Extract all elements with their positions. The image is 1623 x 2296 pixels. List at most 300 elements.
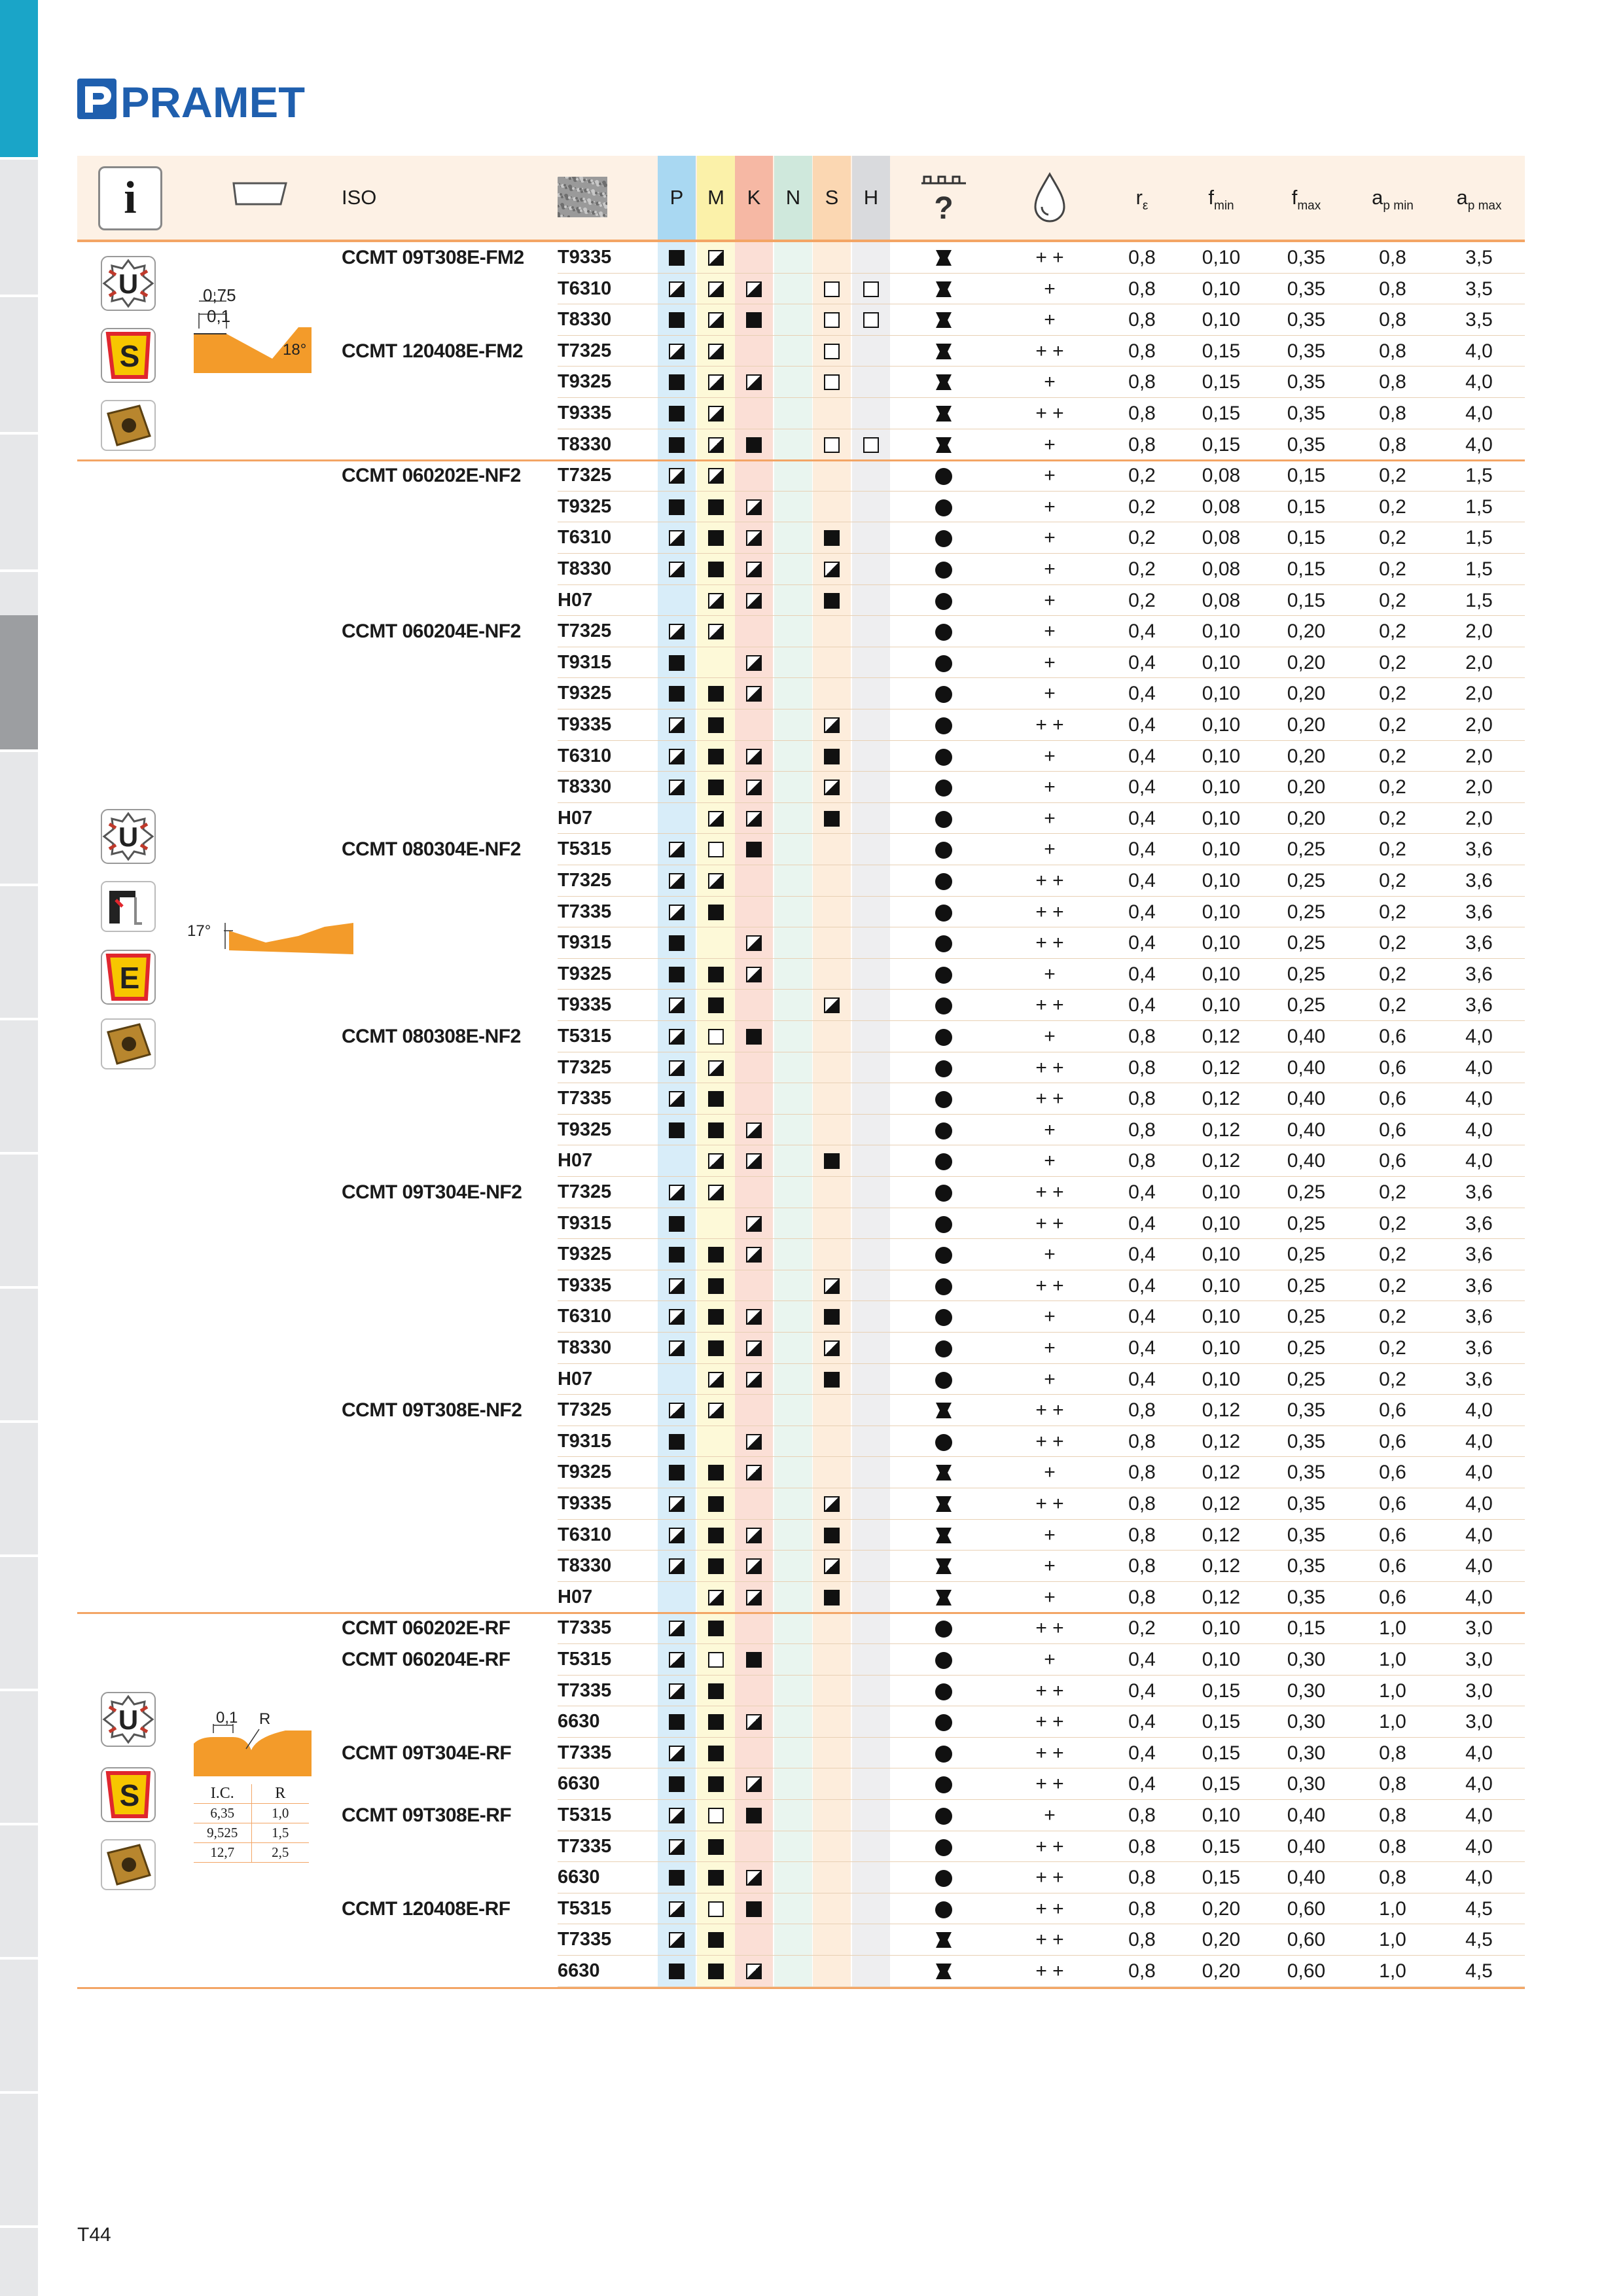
feed-min: 0,10: [1202, 994, 1241, 1016]
corner-radius: 0,4: [1128, 776, 1156, 798]
material-band: [774, 1270, 812, 1302]
feed-min: 0,12: [1202, 1586, 1241, 1608]
feed-min: 0,20: [1202, 1929, 1241, 1951]
feed-min: 0,10: [1202, 1368, 1241, 1390]
chipbreaker-round-icon: [935, 1746, 952, 1763]
suitability-M-primary: [708, 1621, 724, 1636]
material-band: [774, 1862, 812, 1893]
depth-min: 0,6: [1379, 1555, 1406, 1577]
side-tab: [0, 2091, 38, 2228]
corner-radius: 0,2: [1128, 465, 1156, 487]
depth-max: 3,0: [1465, 1617, 1493, 1640]
suitability-M-secondary: [708, 811, 724, 827]
suitability-K-secondary: [746, 1590, 762, 1605]
depth-max: 3,6: [1465, 870, 1493, 891]
suitability-P-secondary: [669, 1185, 685, 1200]
grade-code: 6630: [558, 1960, 600, 1981]
material-band: [813, 1177, 851, 1208]
suitability-M-secondary: [708, 468, 724, 484]
suitability-P-secondary: [669, 1309, 685, 1325]
material-band: [774, 274, 812, 305]
grade-texture-icon: [558, 177, 607, 217]
grade-code: T6310: [558, 278, 612, 299]
chipbreaker-double-icon: [935, 1931, 953, 1949]
material-band: [852, 1582, 890, 1613]
header-fmax: [1267, 156, 1346, 240]
depth-min: 0,8: [1379, 403, 1406, 424]
depth-min: 0,2: [1379, 620, 1406, 643]
table-row: [77, 647, 1525, 679]
feed-max: 0,40: [1287, 1867, 1326, 1889]
iso-code: CCMT 080304E-NF2: [342, 838, 521, 861]
chipbreaker-round-icon: [935, 749, 952, 766]
material-band: [852, 1520, 890, 1551]
grade-code: T7335: [558, 1088, 612, 1109]
material-band: [774, 1177, 812, 1208]
chipbreaker-double-icon: [935, 1526, 953, 1545]
feed-max: 0,35: [1287, 278, 1326, 300]
suitability-P-primary: [669, 1465, 685, 1480]
material-band: [774, 1145, 812, 1177]
chipbreaker-double-icon: [935, 404, 953, 423]
suitability-K-primary: [746, 437, 762, 453]
depth-min: 0,6: [1379, 1399, 1406, 1422]
coolant-rating: + +: [1035, 1867, 1064, 1889]
depth-min: 0,2: [1379, 776, 1406, 798]
feed-min: 0,10: [1202, 1244, 1241, 1266]
depth-max: 3,6: [1465, 838, 1493, 861]
corner-radius: 0,8: [1128, 1960, 1156, 1982]
table-row: [77, 959, 1525, 990]
radius-table: [194, 1784, 309, 1863]
depth-min: 0,6: [1379, 1119, 1406, 1141]
table-row: [77, 741, 1525, 772]
chipbreaker-double-icon: [935, 1962, 953, 1981]
suitability-M-secondary: [708, 624, 724, 639]
suitability-K-secondary: [746, 1340, 762, 1356]
table-row: [77, 1457, 1525, 1488]
iso-code: CCMT 060202E-NF2: [342, 465, 521, 487]
feed-max: 0,15: [1287, 465, 1326, 487]
material-band: [774, 1364, 812, 1395]
material-band: [697, 927, 735, 959]
depth-min: 0,8: [1379, 340, 1406, 362]
depth-min: 0,6: [1379, 1524, 1406, 1546]
material-band: [813, 1924, 851, 1956]
coolant-rating: +: [1044, 807, 1056, 829]
coolant-rating: +: [1044, 683, 1056, 705]
material-band: [813, 1768, 851, 1800]
suitability-M-primary: [708, 1746, 724, 1761]
suitability-K-secondary: [746, 1153, 762, 1169]
material-band: [813, 678, 851, 709]
depth-min: 0,6: [1379, 1430, 1406, 1452]
table-row: [77, 460, 1525, 492]
feed-max: 0,15: [1287, 558, 1326, 580]
corner-radius: 0,4: [1128, 1244, 1156, 1266]
material-band: [852, 1270, 890, 1302]
feed-max: 0,15: [1287, 495, 1326, 518]
suitability-S-primary: [824, 811, 840, 827]
coolant-rating: + +: [1035, 1960, 1064, 1982]
header-subscript: max: [1297, 199, 1321, 213]
grade-code: T7325: [558, 465, 612, 486]
feed-min: 0,10: [1202, 620, 1241, 643]
feed-min: 0,12: [1202, 1056, 1241, 1079]
table-row: [77, 242, 1525, 274]
suitability-S-secondary: [824, 997, 840, 1013]
grade-code: T8330: [558, 1337, 612, 1358]
material-band: [774, 990, 812, 1021]
chipbreaker-double-icon: [935, 1463, 953, 1482]
suitability-M-primary: [708, 499, 724, 515]
depth-max: 2,0: [1465, 714, 1493, 736]
depth-max: 3,5: [1465, 247, 1493, 268]
material-band: [852, 1239, 890, 1270]
suitability-P-primary: [669, 1247, 685, 1263]
suitability-M-secondary: [708, 406, 724, 422]
coolant-rating: +: [1044, 838, 1056, 861]
material-band: [852, 772, 890, 803]
table-row: [77, 1956, 1525, 1987]
chipbreaker-round-icon: [935, 1122, 952, 1139]
depth-min: 0,2: [1379, 807, 1406, 829]
material-band: [813, 1208, 851, 1240]
table-row: [77, 429, 1525, 461]
material-band: [852, 492, 890, 523]
material-band: [852, 1457, 890, 1488]
material-band: [735, 1831, 773, 1863]
corner-radius: 0,2: [1128, 589, 1156, 611]
header-material-S: [813, 156, 851, 240]
feed-min: 0,12: [1202, 1524, 1241, 1546]
corner-radius: 0,4: [1128, 651, 1156, 673]
corner-radius: 0,8: [1128, 1929, 1156, 1951]
depth-min: 1,0: [1379, 1679, 1406, 1702]
grade-code: T7325: [558, 1056, 612, 1078]
suitability-M-primary: [708, 1558, 724, 1574]
radius-table-header: R: [251, 1784, 310, 1803]
grade-code: T7325: [558, 340, 612, 361]
depth-min: 0,6: [1379, 1462, 1406, 1484]
group-divider: [77, 459, 1525, 461]
depth-max: 1,5: [1465, 527, 1493, 549]
rf-geometry-diagram: [187, 1711, 318, 1783]
chipbreaker-round-icon: [935, 997, 952, 1014]
chipbreaker-round-icon: [935, 905, 952, 922]
material-band: [852, 1426, 890, 1458]
table-row: [77, 1270, 1525, 1302]
material-band: [774, 1706, 812, 1738]
material-band: [774, 647, 812, 679]
material-band: [774, 1052, 812, 1084]
svg-text:?: ?: [934, 191, 954, 224]
grade-code: T9315: [558, 651, 612, 673]
chipbreaker-double-icon: [935, 1557, 953, 1575]
coolant-rating: + +: [1035, 932, 1064, 954]
material-band: [735, 1924, 773, 1956]
suitability-M-primary: [708, 1932, 724, 1948]
table-row: [77, 554, 1525, 585]
depth-min: 0,2: [1379, 932, 1406, 954]
material-band: [774, 554, 812, 585]
suitability-M-secondary: [708, 873, 724, 889]
feed-max: 0,35: [1287, 403, 1326, 424]
grade-code: T6310: [558, 745, 612, 766]
feed-max: 0,15: [1287, 1617, 1326, 1640]
geometry-dimension-land: 0,75: [203, 285, 236, 305]
suitability-M-secondary: [708, 281, 724, 297]
grade-code: T7335: [558, 901, 612, 922]
feed-max: 0,25: [1287, 1306, 1326, 1328]
feed-max: 0,25: [1287, 1337, 1326, 1359]
feed-max: 0,40: [1287, 1026, 1326, 1047]
suitability-M-primary: [708, 1776, 724, 1792]
feed-max: 0,40: [1287, 1119, 1326, 1141]
material-band: [852, 1676, 890, 1707]
header-re: [1103, 156, 1181, 240]
radius-table-row: [194, 1784, 309, 1804]
material-band: [697, 1426, 735, 1458]
material-band: [774, 1738, 812, 1769]
material-band: [852, 1768, 890, 1800]
nf2-geometry-diagram: [187, 916, 357, 962]
feed-min: 0,12: [1202, 1430, 1241, 1452]
depth-max: 3,6: [1465, 1337, 1493, 1359]
suitability-M-primary: [708, 1465, 724, 1480]
depth-max: 3,6: [1465, 1274, 1493, 1297]
material-band: [774, 492, 812, 523]
feed-max: 0,35: [1287, 433, 1326, 456]
suitability-M-primary: [708, 1278, 724, 1294]
material-band: [735, 616, 773, 647]
material-band: [852, 1800, 890, 1831]
grade-code: T9325: [558, 1462, 612, 1483]
feed-min: 0,10: [1202, 309, 1241, 331]
suitability-K-secondary: [746, 1776, 762, 1792]
table-row: [77, 1862, 1525, 1893]
svg-text:U: U: [118, 268, 139, 299]
coolant-rating: +: [1044, 1306, 1056, 1328]
suitability-K-secondary: [746, 1372, 762, 1388]
material-band: [852, 522, 890, 554]
suitability-K-secondary: [746, 655, 762, 671]
header-symbol: f: [1208, 186, 1214, 209]
coolant-rating: + +: [1035, 247, 1064, 268]
suitability-P-secondary: [669, 468, 685, 484]
material-band: [813, 1239, 851, 1270]
depth-min: 0,8: [1379, 371, 1406, 393]
suitability-M-secondary: [708, 593, 724, 609]
chipbreaker-double-icon: [935, 311, 953, 329]
grade-code: T9315: [558, 932, 612, 954]
side-tab: [0, 749, 38, 886]
suitability-K-secondary: [746, 1558, 762, 1574]
feed-max: 0,20: [1287, 776, 1326, 798]
material-band: [813, 1083, 851, 1115]
feed-min: 0,10: [1202, 963, 1241, 985]
feed-max: 0,25: [1287, 1181, 1326, 1203]
table-row: [77, 1582, 1525, 1613]
table-row: [77, 1893, 1525, 1925]
depth-max: 4,0: [1465, 1867, 1493, 1889]
corner-radius: 0,8: [1128, 278, 1156, 300]
side-tab: [0, 1420, 38, 1557]
grade-code: T9325: [558, 683, 612, 704]
material-band: [735, 1676, 773, 1707]
material-band: [813, 897, 851, 928]
suitability-P-secondary: [669, 780, 685, 795]
suitability-K-secondary: [746, 1964, 762, 1979]
corner-radius: 0,8: [1128, 1150, 1156, 1172]
chipbreaker-round-icon: [935, 1153, 952, 1170]
suitability-S-occasional: [824, 437, 840, 453]
header-apmax: [1440, 156, 1518, 240]
suitability-P-secondary: [669, 530, 685, 546]
depth-min: 0,8: [1379, 1742, 1406, 1764]
material-band: [735, 242, 773, 274]
suitability-M-primary: [708, 530, 724, 546]
suitability-M-secondary: [708, 1060, 724, 1076]
pramet-logo: [77, 73, 306, 124]
material-band: [774, 741, 812, 772]
coolant-rating: +: [1044, 278, 1056, 300]
radius-table-row: [194, 1843, 309, 1863]
grade-code: 6630: [558, 1773, 600, 1795]
coolant-rating: +: [1044, 465, 1056, 487]
info-icon: i: [98, 166, 162, 230]
iso-code: CCMT 09T304E-NF2: [342, 1181, 522, 1203]
feed-max: 0,40: [1287, 1150, 1326, 1172]
suitability-M-primary: [708, 1528, 724, 1543]
table-row: [77, 1520, 1525, 1551]
depth-min: 1,0: [1379, 1649, 1406, 1670]
coolant-rating: +: [1044, 1524, 1056, 1546]
feed-max: 0,35: [1287, 1555, 1326, 1577]
side-tab: [0, 1286, 38, 1423]
corner-radius: 0,4: [1128, 838, 1156, 861]
corner-radius: 0,4: [1128, 745, 1156, 767]
feed-max: 0,25: [1287, 1274, 1326, 1297]
grade-code: T7335: [558, 1929, 612, 1950]
corner-radius: 0,8: [1128, 1835, 1156, 1857]
cutting-insert-table: [77, 156, 1525, 1989]
suitability-M-secondary: [708, 437, 724, 453]
coolant-rating: + +: [1035, 1711, 1064, 1733]
depth-min: 0,2: [1379, 495, 1406, 518]
suitability-S-secondary: [824, 717, 840, 733]
suitability-M-primary: [708, 905, 724, 920]
side-tab: [0, 1152, 38, 1289]
suitability-M-primary: [708, 1309, 724, 1325]
material-band: [813, 1395, 851, 1426]
feed-max: 0,15: [1287, 527, 1326, 549]
suitability-K-secondary: [746, 374, 762, 390]
feed-min: 0,15: [1202, 403, 1241, 424]
suitability-P-secondary: [669, 1808, 685, 1823]
material-band: [813, 1676, 851, 1707]
depth-min: 0,2: [1379, 1306, 1406, 1328]
table-row: [77, 522, 1525, 554]
grade-code: T6310: [558, 1524, 612, 1545]
feed-min: 0,12: [1202, 1150, 1241, 1172]
material-band: [774, 1395, 812, 1426]
material-band: [852, 927, 890, 959]
suitability-S-secondary: [824, 1496, 840, 1512]
suitability-K-secondary: [746, 686, 762, 702]
corner-radius: 0,8: [1128, 1430, 1156, 1452]
table-row: [77, 1177, 1525, 1208]
material-band: [852, 1738, 890, 1769]
header-subscript: min: [1214, 199, 1234, 213]
depth-max: 2,0: [1465, 683, 1493, 705]
coolant-rating: + +: [1035, 403, 1064, 424]
table-row: [77, 585, 1525, 617]
suitability-P-primary: [669, 374, 685, 390]
suitability-S-secondary: [824, 1278, 840, 1294]
group-divider: [77, 1612, 1525, 1614]
coolant-rating: +: [1044, 309, 1056, 331]
grade-code: T9325: [558, 1244, 612, 1265]
material-band: [774, 1893, 812, 1925]
material-band: [813, 492, 851, 523]
material-band: [735, 865, 773, 897]
suitability-K-secondary: [746, 1247, 762, 1263]
feed-min: 0,10: [1202, 683, 1241, 705]
feed-max: 0,25: [1287, 932, 1326, 954]
feed-min: 0,10: [1202, 651, 1241, 673]
depth-min: 1,0: [1379, 1960, 1406, 1982]
side-tab: [0, 884, 38, 1020]
suitability-P-primary: [669, 935, 685, 951]
chipbreaker-round-icon: [935, 1434, 952, 1451]
depth-max: 3,6: [1465, 1306, 1493, 1328]
grade-code: H07: [558, 1368, 593, 1390]
radius-table-header: I.C.: [210, 1785, 234, 1803]
universal-application-icon: [100, 1691, 156, 1748]
material-band: [852, 1613, 890, 1644]
feed-max: 0,25: [1287, 963, 1326, 985]
feed-max: 0,30: [1287, 1679, 1326, 1702]
iso-code: CCMT 060204E-NF2: [342, 620, 521, 643]
header-material-M: [697, 156, 735, 240]
depth-max: 1,5: [1465, 558, 1493, 580]
chipbreaker-round-icon: [935, 1839, 952, 1856]
material-band: [774, 1021, 812, 1052]
grade-code: 6630: [558, 1867, 600, 1888]
feed-max: 0,30: [1287, 1711, 1326, 1733]
coolant-rating: + +: [1035, 340, 1064, 362]
corner-radius: 0,4: [1128, 963, 1156, 985]
depth-max: 3,0: [1465, 1679, 1493, 1702]
feed-max: 0,30: [1287, 1649, 1326, 1670]
material-band: [774, 709, 812, 741]
table-header: [77, 156, 1525, 242]
header-material-H: [852, 156, 890, 240]
suitability-P-primary: [669, 1776, 685, 1792]
material-band: [813, 616, 851, 647]
material-band: [813, 1426, 851, 1458]
feed-min: 0,10: [1202, 278, 1241, 300]
coolant-rating: + +: [1035, 1056, 1064, 1079]
chipbreaker-round-icon: [935, 1870, 952, 1887]
feed-max: 0,35: [1287, 371, 1326, 393]
suitability-P-secondary: [669, 1091, 685, 1107]
feed-min: 0,15: [1202, 1711, 1241, 1733]
feed-min: 0,08: [1202, 495, 1241, 518]
feed-min: 0,10: [1202, 1337, 1241, 1359]
depth-max: 3,6: [1465, 932, 1493, 954]
